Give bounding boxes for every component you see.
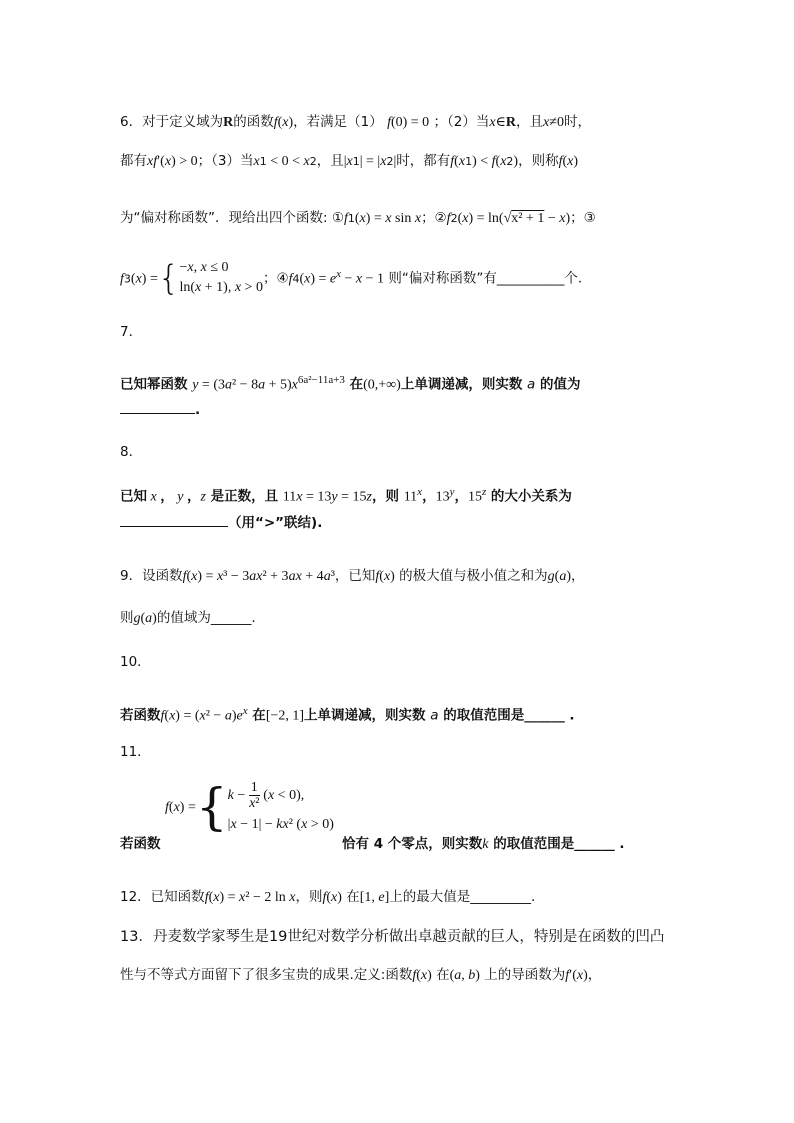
q10-number: 10． [120,654,151,670]
q6-line4: f3(x) ={ −x, x ≤ 0 ln(x + 1), x > 0 ；④f4(x) = $e^x - x - 1$ 则“偏对称函数”有__________个. [120,258,583,299]
q10-line1: 若函数$f(x) = (x^2 - a)e^x$ 在[−2, 1]上单调递减，则实数 a 的取值范围是______ . [120,705,575,724]
q11-number: 11． [120,744,151,760]
q7-answer-blank[interactable] [120,412,195,414]
q8-answer-blank[interactable] [120,525,228,527]
q13-line1: 13．丹麦数学家琴生是19世纪对数学分析做出卓越贡献的巨人，特别是在函数的凹凸 [120,929,665,945]
q6-line3: 为“偏对称函数”．现给出四个函数: ①f1(x) = x sin x；②f2(x) = ln(√x² + 1 − x)；③ [120,210,596,226]
q6-line2: 都有xf′(x) > 0；（3）当x1 < 0 < x2，且|x1| = |x2|时，都有f(x1) < f(x2)，则称f(x) [120,153,579,169]
q6-line1: 6．对于定义域为R的函数f(x)，若满足（1） f(0) = 0 ；（2）当x∈R，且x≠0时， [120,114,591,130]
q7-line1: 已知幂函数 $y = (3a^2 - 8a + 5)x^{6a^2-11a+3}$ 在(0,+∞)上单调递减，则实数 a 的值为 [120,374,581,393]
q13-line2: 性与不等式方面留下了很多宝贵的成果.定义:函数f(x) 在(a, b) 上的导函数为f′(x)， [120,967,602,983]
q12-line: 12．已知函数f(x) = x² − 2 ln x，则f(x) 在[1, e]上的最大值是_________. [120,889,536,905]
q8-line2: （用“>”联结). [120,517,322,531]
q11-text: 恰有 4 个零点，则实数k 的取值范围是______ . [342,836,625,852]
q8-number: 8． [120,444,143,460]
q7-number: 7． [120,324,143,340]
q7-line2: . [120,404,200,418]
q11-prefix: 若函数 [120,836,161,852]
q9-line1: 9．设函数f(x) = x³ − 3ax² + 3ax + 4a³，已知f(x) 的极大值与极小值之和为g(a)， [120,568,585,584]
q11-function: f(x) ={ k − $\frac{1}{\text{x²}}$ (x < 0), |x − 1| − kx² (x > 0) [165,777,334,836]
q8-line1: 已知 x ， y ，z 是正数，且 11x = 13y = 15z，则 11$^x$，13$^y$，15$^z$ 的大小关系为 [120,486,572,505]
q9-line2: 则g(a)的值域为______. [120,610,256,626]
